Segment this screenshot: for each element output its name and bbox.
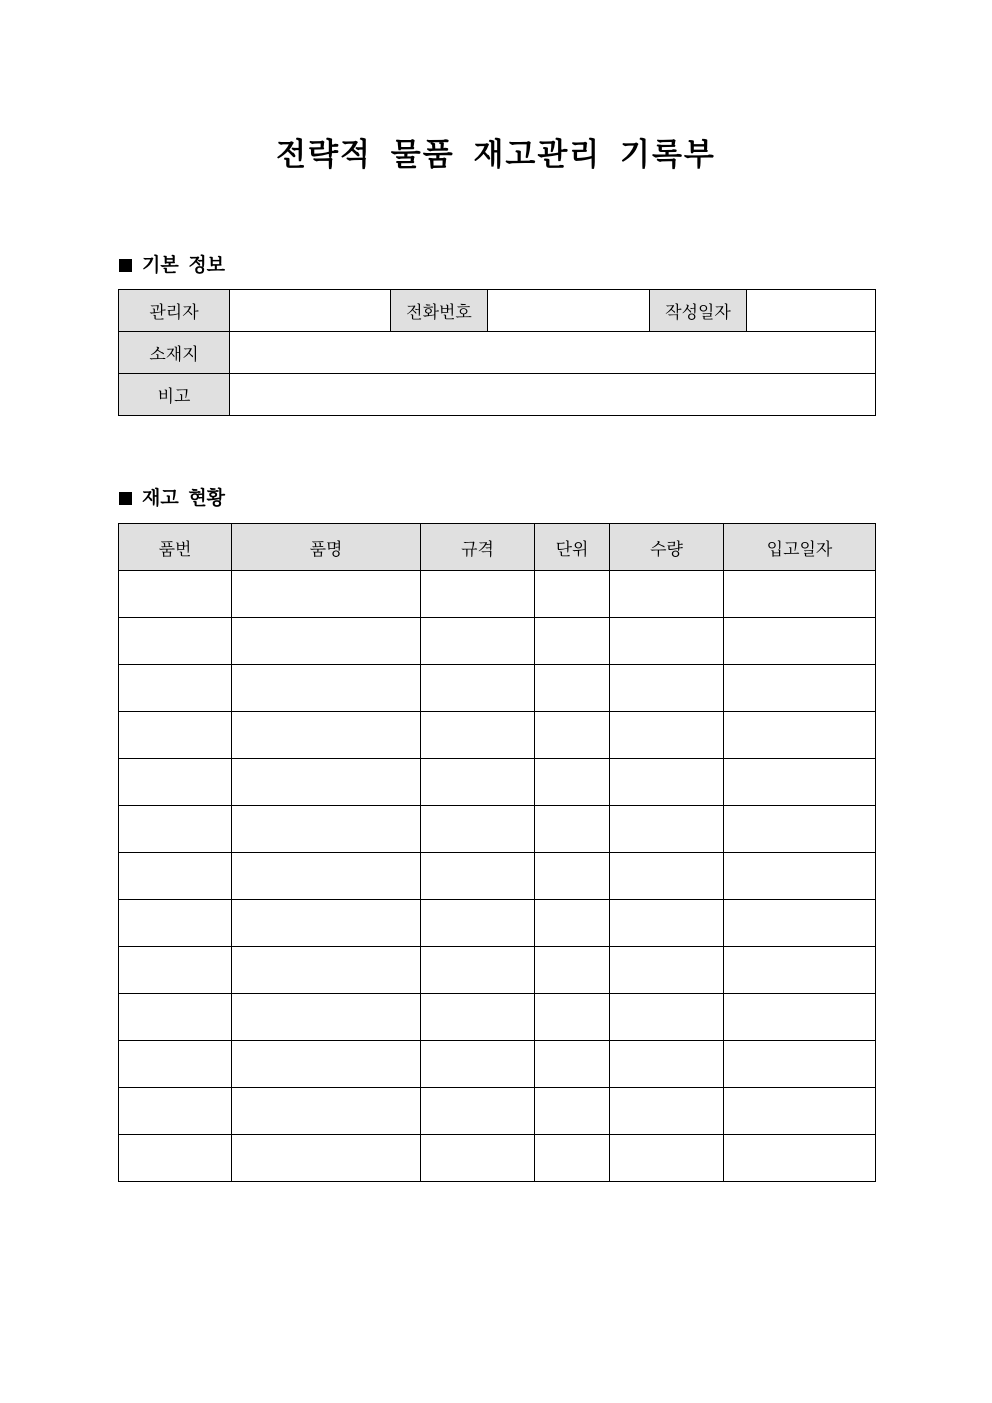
basic-info-row-location <box>119 332 876 374</box>
unit-cell[interactable] <box>535 1041 610 1088</box>
phone-field[interactable] <box>488 290 650 332</box>
unit-cell[interactable] <box>535 1088 610 1135</box>
receipt-date-cell[interactable] <box>724 665 876 712</box>
unit-cell[interactable] <box>535 853 610 900</box>
receipt-date-cell[interactable] <box>724 900 876 947</box>
quantity-cell[interactable] <box>610 994 724 1041</box>
column-header-unit: 단위 <box>535 524 610 571</box>
item-no-cell[interactable] <box>119 712 232 759</box>
receipt-date-cell[interactable] <box>724 994 876 1041</box>
receipt-date-cell[interactable] <box>724 618 876 665</box>
table-row <box>119 1041 876 1088</box>
basic-info-heading-text: 기본 정보 <box>142 254 226 276</box>
spec-cell[interactable] <box>421 1135 535 1182</box>
receipt-date-cell[interactable] <box>724 571 876 618</box>
spec-cell[interactable] <box>421 900 535 947</box>
quantity-cell[interactable] <box>610 665 724 712</box>
item-no-cell[interactable] <box>119 853 232 900</box>
item-name-cell[interactable] <box>232 665 421 712</box>
date-written-label: 작성일자 <box>650 290 747 332</box>
unit-cell[interactable] <box>535 571 610 618</box>
remarks-label: 비고 <box>119 374 230 416</box>
spec-cell[interactable] <box>421 994 535 1041</box>
spec-cell[interactable] <box>421 947 535 994</box>
item-no-cell[interactable] <box>119 947 232 994</box>
table-row <box>119 712 876 759</box>
spec-cell[interactable] <box>421 1041 535 1088</box>
location-label: 소재지 <box>119 332 230 374</box>
basic-info-heading <box>119 253 225 277</box>
phone-label: 전화번호 <box>391 290 488 332</box>
remarks-field[interactable] <box>230 374 876 416</box>
table-row <box>119 947 876 994</box>
item-name-cell[interactable] <box>232 900 421 947</box>
item-no-cell[interactable] <box>119 994 232 1041</box>
spec-cell[interactable] <box>421 665 535 712</box>
receipt-date-cell[interactable] <box>724 853 876 900</box>
column-header-receipt-date: 입고일자 <box>724 524 876 571</box>
document-title: 전략적 물품 재고관리 기록부 <box>276 137 716 173</box>
basic-info-row-contact <box>119 290 876 332</box>
table-row <box>119 994 876 1041</box>
receipt-date-cell[interactable] <box>724 806 876 853</box>
item-no-cell[interactable] <box>119 1041 232 1088</box>
quantity-cell[interactable] <box>610 712 724 759</box>
item-no-cell[interactable] <box>119 665 232 712</box>
quantity-cell[interactable] <box>610 618 724 665</box>
unit-cell[interactable] <box>535 806 610 853</box>
spec-cell[interactable] <box>421 571 535 618</box>
spec-cell[interactable] <box>421 1088 535 1135</box>
square-bullet-icon <box>119 259 132 272</box>
item-name-cell[interactable] <box>232 994 421 1041</box>
quantity-cell[interactable] <box>610 947 724 994</box>
unit-cell[interactable] <box>535 994 610 1041</box>
unit-cell[interactable] <box>535 1135 610 1182</box>
date-written-field[interactable] <box>747 290 876 332</box>
quantity-cell[interactable] <box>610 900 724 947</box>
table-row <box>119 571 876 618</box>
unit-cell[interactable] <box>535 759 610 806</box>
square-bullet-icon <box>119 492 132 505</box>
table-row <box>119 665 876 712</box>
quantity-cell[interactable] <box>610 1135 724 1182</box>
basic-info-table <box>118 289 876 416</box>
spec-cell[interactable] <box>421 853 535 900</box>
item-name-cell[interactable] <box>232 618 421 665</box>
table-row <box>119 1088 876 1135</box>
quantity-cell[interactable] <box>610 1088 724 1135</box>
unit-cell[interactable] <box>535 665 610 712</box>
unit-cell[interactable] <box>535 947 610 994</box>
item-name-cell[interactable] <box>232 853 421 900</box>
table-row <box>119 759 876 806</box>
spec-cell[interactable] <box>421 618 535 665</box>
item-name-cell[interactable] <box>232 1135 421 1182</box>
item-name-cell[interactable] <box>232 712 421 759</box>
item-name-cell[interactable] <box>232 947 421 994</box>
quantity-cell[interactable] <box>610 571 724 618</box>
item-no-cell[interactable] <box>119 618 232 665</box>
location-field[interactable] <box>230 332 876 374</box>
receipt-date-cell[interactable] <box>724 1135 876 1182</box>
receipt-date-cell[interactable] <box>724 759 876 806</box>
column-header-item-name: 품명 <box>232 524 421 571</box>
receipt-date-cell[interactable] <box>724 712 876 759</box>
quantity-cell[interactable] <box>610 853 724 900</box>
receipt-date-cell[interactable] <box>724 1088 876 1135</box>
column-header-spec: 규격 <box>421 524 535 571</box>
receipt-date-cell[interactable] <box>724 947 876 994</box>
basic-info-row-remarks <box>119 374 876 416</box>
unit-cell[interactable] <box>535 618 610 665</box>
spec-cell[interactable] <box>421 712 535 759</box>
table-row <box>119 618 876 665</box>
inventory-heading-text: 재고 현황 <box>142 487 226 509</box>
inventory-body <box>119 571 876 1182</box>
inventory-heading <box>119 486 225 510</box>
unit-cell[interactable] <box>535 900 610 947</box>
spec-cell[interactable] <box>421 806 535 853</box>
item-name-cell[interactable] <box>232 571 421 618</box>
inventory-table <box>118 523 876 1182</box>
quantity-cell[interactable] <box>610 806 724 853</box>
manager-label: 관리자 <box>119 290 230 332</box>
receipt-date-cell[interactable] <box>724 1041 876 1088</box>
item-no-cell[interactable] <box>119 1088 232 1135</box>
item-name-cell[interactable] <box>232 759 421 806</box>
quantity-cell[interactable] <box>610 1041 724 1088</box>
item-name-cell[interactable] <box>232 1041 421 1088</box>
inventory-header-row <box>119 524 876 571</box>
item-name-cell[interactable] <box>232 1088 421 1135</box>
manager-field[interactable] <box>230 290 391 332</box>
item-no-cell[interactable] <box>119 571 232 618</box>
table-row <box>119 853 876 900</box>
column-header-quantity: 수량 <box>610 524 724 571</box>
quantity-cell[interactable] <box>610 759 724 806</box>
spec-cell[interactable] <box>421 759 535 806</box>
item-no-cell[interactable] <box>119 1135 232 1182</box>
unit-cell[interactable] <box>535 712 610 759</box>
table-row <box>119 806 876 853</box>
item-no-cell[interactable] <box>119 759 232 806</box>
item-name-cell[interactable] <box>232 806 421 853</box>
table-row <box>119 1135 876 1182</box>
item-no-cell[interactable] <box>119 900 232 947</box>
item-no-cell[interactable] <box>119 806 232 853</box>
column-header-item-no: 품번 <box>119 524 232 571</box>
table-row <box>119 900 876 947</box>
